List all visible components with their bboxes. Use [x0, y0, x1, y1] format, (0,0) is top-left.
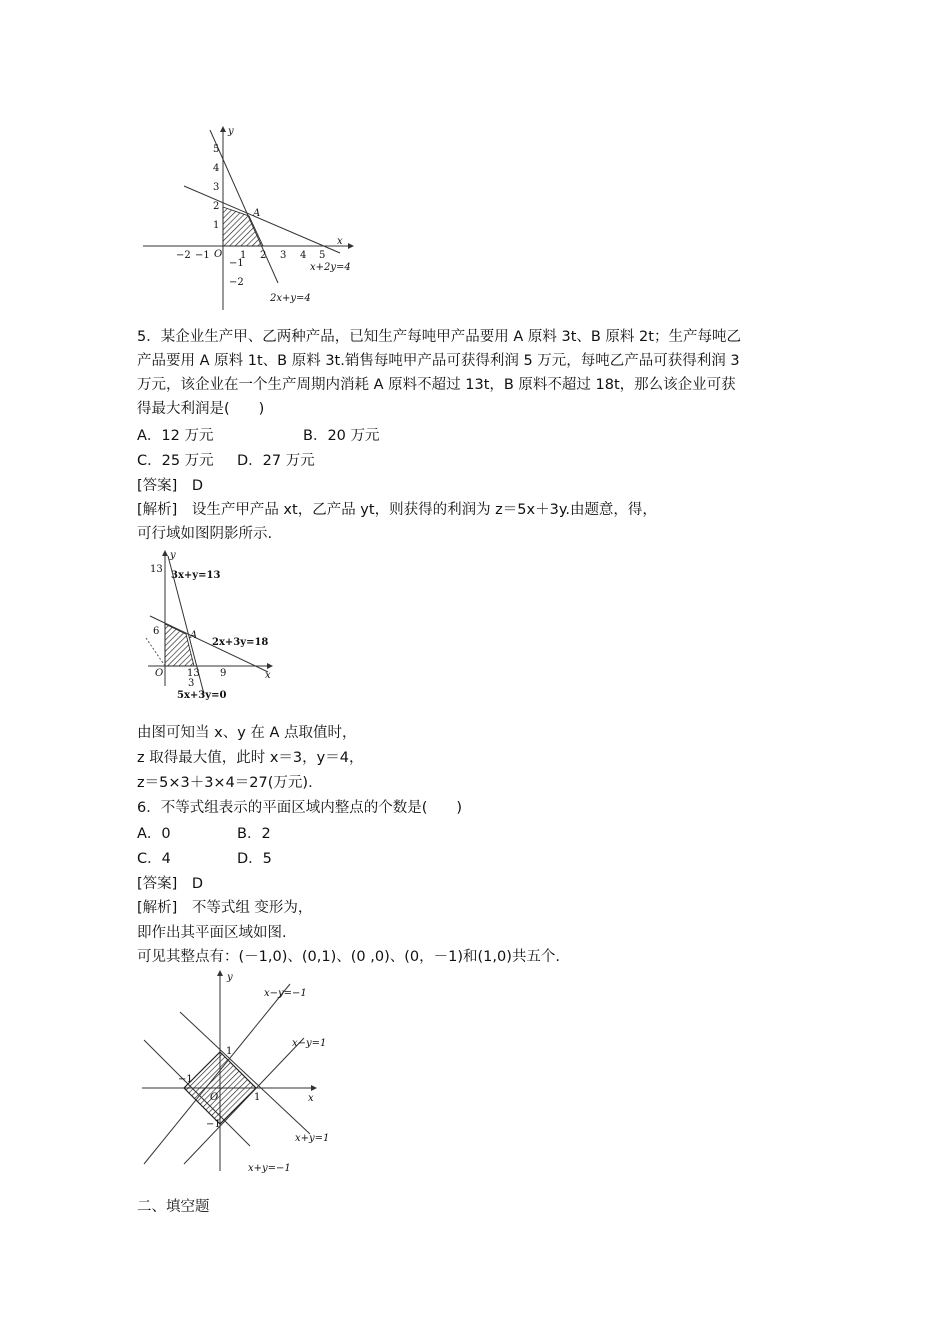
y-axis-label: y [170, 550, 176, 561]
ytick-6: 6 [153, 626, 160, 637]
q5-line-3: 万元，该企业在一个生产周期内消耗 A 原料不超过 13t，B 原料不超过 18t，那么该企业可获 [137, 377, 736, 393]
xtick-9: 9 [220, 668, 227, 679]
xtick-3: 3 [188, 678, 195, 689]
q6-option-c: C．4 [137, 851, 171, 867]
q5-option-a: A．12 万元 [137, 428, 214, 444]
xtick-1: 1 [240, 250, 247, 261]
q5-line-4: 得最大利润是( ) [137, 401, 265, 417]
xtick-2: 2 [260, 250, 267, 261]
y-axis-arrow [217, 970, 223, 976]
y-axis-arrow [220, 126, 226, 132]
ytick-3: 3 [213, 182, 220, 193]
q5-analysis-2: 可行域如图阴影所示. [137, 526, 273, 542]
origin-label: O [210, 1092, 219, 1103]
q6-analysis-3: 可见其整点有：(－1,0)、(0,1)、(0 ,0)、(0，－1)和(1,0)共五个. [137, 949, 560, 965]
y-axis-label: y [228, 126, 234, 137]
ytick-neg1: −1 [206, 1119, 221, 1130]
ytick-1: 1 [213, 220, 220, 231]
line4-label: x+y=−1 [248, 1163, 291, 1174]
q6-options-cd [137, 850, 272, 868]
q5-option-b: B．20 万元 [303, 428, 380, 444]
xtick-neg1: −1 [195, 250, 210, 261]
y-axis-label: y [227, 972, 233, 983]
x-axis-arrow [311, 1085, 317, 1091]
line3-label: 5x+3y=0 [177, 690, 227, 701]
y-axis-arrow [162, 550, 168, 556]
figure-1-graph [140, 120, 365, 315]
xtick-13: 13 [187, 668, 200, 679]
x-axis-arrow [348, 243, 354, 249]
q6-answer: [答案] D [137, 876, 203, 892]
feasible-region [184, 1052, 256, 1124]
line2-label: 2x+y=4 [270, 293, 311, 304]
q5-options-ab [137, 427, 380, 445]
q5-options-cd [137, 452, 315, 470]
q6-analysis-1: [解析] 不等式组 变形为， [137, 900, 313, 916]
xtick-1: 1 [254, 1092, 261, 1103]
line3-label: x+y=1 [295, 1133, 330, 1144]
ytick-4: 4 [213, 163, 220, 174]
xtick-4: 4 [300, 250, 307, 261]
x-axis-arrow [267, 663, 273, 669]
q6-option-d: D．5 [237, 851, 272, 867]
q6-option-b: B．2 [237, 826, 271, 842]
q6-line-1: 6．不等式组表示的平面区域内整点的个数是( ) [137, 800, 463, 816]
figure-3-graph [140, 966, 340, 1176]
q5-conclusion-2: z 取得最大值，此时 x＝3，y＝4， [137, 750, 364, 766]
line2-label: x−y=1 [292, 1038, 327, 1049]
xtick-3: 3 [280, 250, 287, 261]
q5-conclusion-1: 由图可知当 x、y 在 A 点取值时， [137, 725, 357, 741]
ytick-2: 2 [213, 201, 220, 212]
line-x-minus-y-eq-neg1 [144, 984, 290, 1164]
xtick-5: 5 [319, 250, 326, 261]
x-axis-label: x [265, 670, 271, 681]
section-fill-in-blank: 二、填空题 [137, 1199, 210, 1215]
line1-label: x+2y=4 [310, 262, 351, 273]
x-axis-label: x [337, 236, 343, 247]
origin-label: O [155, 668, 164, 679]
q5-line-1: 5．某企业生产甲、乙两种产品，已知生产每吨甲产品要用 A 原料 3t、B 原料 2t；生产每吨乙 [137, 329, 741, 345]
point-a-label: A [190, 630, 198, 641]
q5-line-2: 产品要用 A 原料 1t、B 原料 3t.销售每吨甲产品可获得利润 5 万元，每吨乙产品可获得利润 3 [137, 353, 740, 369]
ytick-1: 1 [226, 1046, 233, 1057]
xtick-neg1: −1 [178, 1074, 193, 1085]
q5-option-c: C．25 万元 [137, 453, 214, 469]
ytick-neg1: −1 [229, 258, 244, 269]
q6-options-ab [137, 825, 271, 843]
q6-option-a: A．0 [137, 826, 171, 842]
q5-option-d: D．27 万元 [237, 453, 315, 469]
line1-label: 3x+y=13 [171, 570, 221, 581]
q5-answer: [答案] D [137, 478, 203, 494]
ytick-neg2: −2 [229, 277, 244, 288]
xtick-neg2: −2 [176, 250, 191, 261]
line-5x-plus-3y-eq-0 [146, 638, 165, 666]
ytick-5: 5 [213, 144, 220, 155]
point-a-label: A [253, 208, 261, 219]
line1-label: x−y=−1 [264, 988, 307, 999]
origin-label: O [214, 249, 223, 260]
figure-2-graph [140, 546, 280, 706]
q5-analysis-1: [解析] 设生产甲产品 xt，乙产品 yt，则获得的利润为 z＝5x＋3y.由题意，得， [137, 502, 657, 518]
ytick-13: 13 [150, 564, 163, 575]
line2-label: 2x+3y=18 [212, 637, 269, 648]
q6-analysis-2: 即作出其平面区域如图. [137, 925, 287, 941]
x-axis-label: x [308, 1093, 314, 1104]
q5-conclusion-3: z＝5×3＋3×4＝27(万元). [137, 775, 313, 791]
